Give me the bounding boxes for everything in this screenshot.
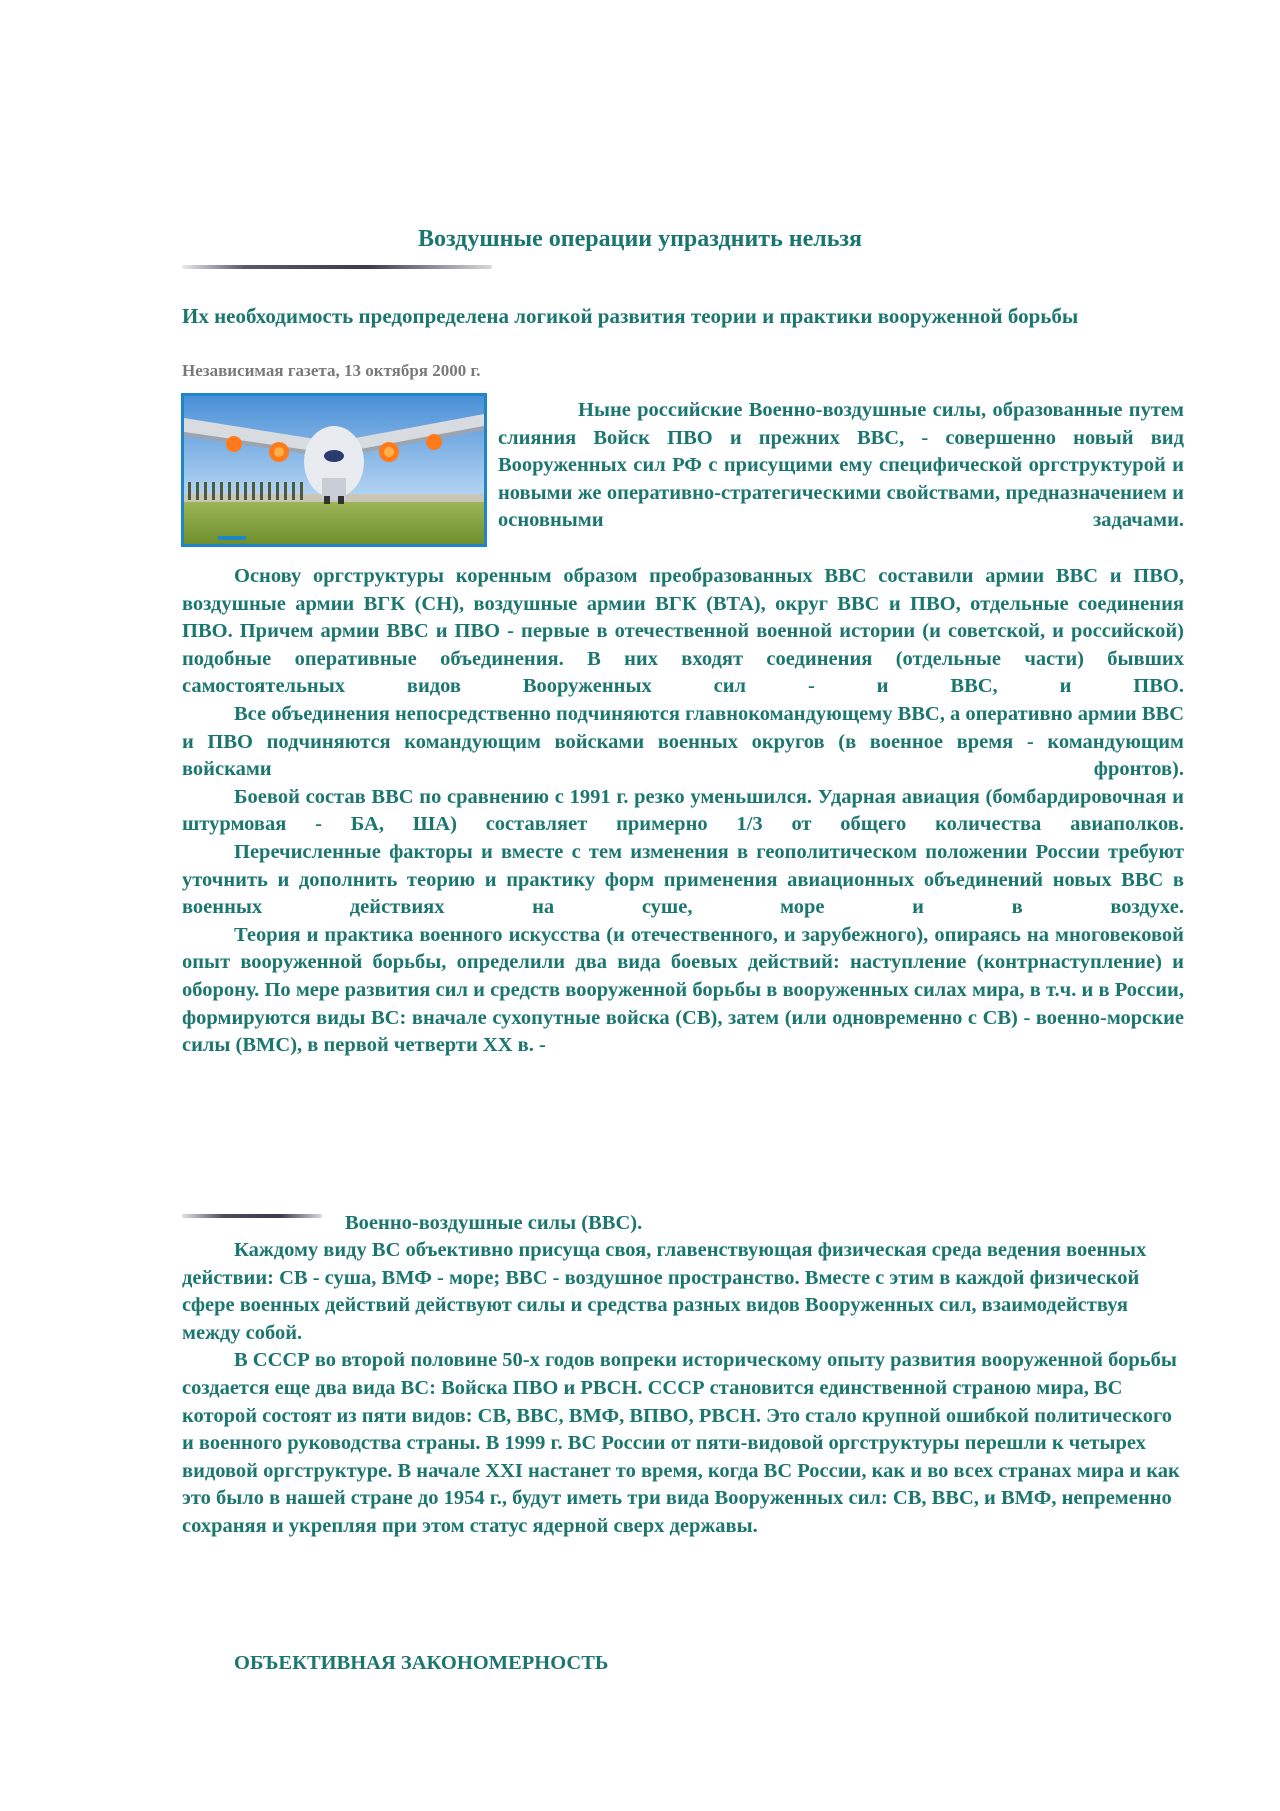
page-divider — [182, 1214, 322, 1218]
paragraph: Все объединения непосредственно подчиняются главнокомандующему ВВС, а оперативно армии ВВС и ПВО подчиняются командующим войсками военных округов (в военное время - командующим войсками фронтов). — [182, 702, 1184, 781]
aircraft-photo-image — [184, 396, 484, 544]
title-divider — [182, 265, 492, 269]
section-heading: ОБЪЕКТИВНАЯ ЗАКОНОМЕРНОСТЬ — [234, 1652, 609, 1674]
article-subtitle: Их необходимость предопределена логикой развития теории и практики вооруженной борьбы — [182, 304, 1079, 328]
paragraph: Перечисленные факторы и вместе с тем изменения в геополитическом положении России требуют уточнить и дополнить теорию и практику форм применения авиационных объединений новых ВВС в военных действиях на суше, море и в воздухе. — [182, 840, 1184, 919]
page-break-row — [182, 1210, 1184, 1240]
intro-paragraph — [498, 397, 1184, 535]
paragraph: Основу оргструктуры коренным образом преобразованных ВВС составили армии ВВС и ПВО, воздушные армии ВГК (СН), воздушные армии ВГК (ВТА), округ ВВС и ПВО, отдельные соединения ПВО. Причем армии ВВС и ПВО - первые в отечественной военной истории (и советской, и российской) подобные оперативные объединения. В них входят соединения (отдельные части) бывших самостоятельных видов Вооруженных сил - и ВВС, и ПВО. — [182, 565, 1184, 698]
article-source: Независимая газета, 13 октября 2000 г. — [182, 361, 481, 380]
article-title: Воздушные операции упразднить нельзя — [417, 226, 863, 252]
article-body-continued — [182, 1237, 1184, 1541]
intro-text: Ныне российские Военно-воздушные силы, образованные путем слияния Войск ПВО и прежних ВВС, - совершенно новый вид Вооруженных сил РФ с присущими ему специфической оргструктурой и новыми же оперативно-стратегическими свойствами, предназначением и основными задачами. — [498, 399, 1184, 532]
paragraph: В СССР во второй половине 50-х годов вопреки историческому опыту развития вооруженной борьбы создается еще два вида ВС: Войска ПВО и РВСН. СССР становится единственной страною мира, ВС которой состоят из пяти видов: СВ, ВВС, ВМФ, ВПВО, РВСН. Это стало крупной ошибкой политического и военного руководства страны. В 1999 г. ВС России от пяти-видовой оргструктуры перешли к четырех видовой оргструктуре. В начале XXI настанет то время, когда ВС России, как и во всех странах мира и как это было в нашей стране до 1954 г., будут иметь три вида Вооруженных сил: СВ, ВВС, и ВМФ, непременно сохраняя и укрепляя при этом статус ядерной сверх державы. — [182, 1349, 1180, 1537]
continuation-text: Военно-воздушные силы (ВВС). — [345, 1212, 643, 1234]
paragraph: Теория и практика военного искусства (и отечественного, и зарубежного), опираясь на многовековой опыт вооруженной борьбы, определили два вида боевых действий: наступление (контрнаступление) и оборону. По мере развития сил и средств вооруженной борьбы в вооруженных силах мира, в т.ч. и в России, формируются виды ВС: вначале сухопутные войска (СВ), затем (или одновременно с СВ) - военно-морские силы (ВМС), в первой четверти XX в. - — [182, 923, 1184, 1057]
paragraph: Каждому виду ВС объективно присуща своя, главенствующая физическая среда ведения военных действии: СВ - суша, ВМФ - море; ВВС - воздушное пространство. Вместе с этим в каждой физической сфере военных действий действуют силы и средства разных видов Вооруженных сил, взаимодействуя между собой. — [182, 1239, 1147, 1344]
paragraph: Боевой состав ВВС по сравнению с 1991 г. резко уменьшился. Ударная авиация (бомбардировочная и штурмовая - БА, ША) составляет примерно 1/3 от общего количества авиаполков. — [182, 785, 1184, 836]
article-body — [182, 563, 1184, 1060]
aircraft-photo — [181, 393, 487, 547]
